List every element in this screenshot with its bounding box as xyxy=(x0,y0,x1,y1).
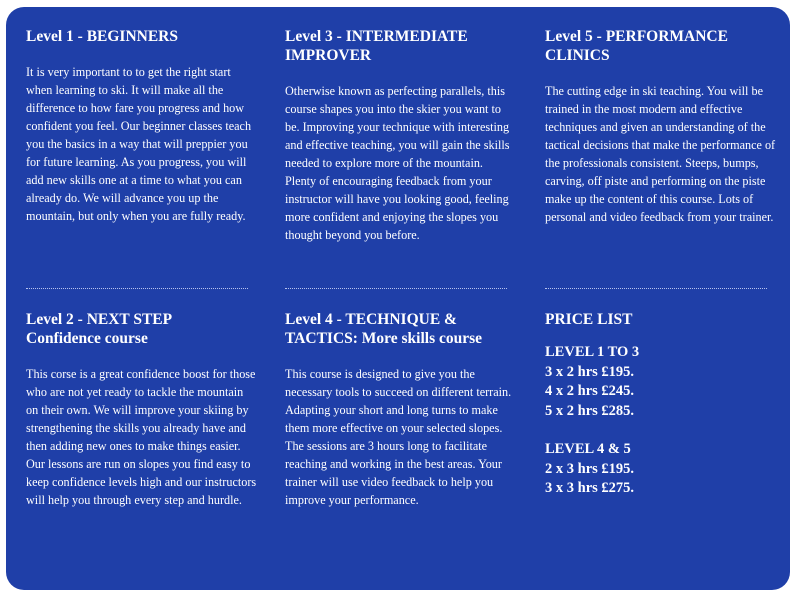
price-item: 2 x 3 hrs £195. xyxy=(545,460,635,477)
price-item: 4 x 2 hrs £245. xyxy=(545,383,635,399)
divider-col1 xyxy=(26,288,248,289)
level5-title-line2: CLINICS xyxy=(545,47,610,64)
level1-title: Level 1 - BEGINNERS xyxy=(26,28,178,45)
price-group-level1-3 xyxy=(545,343,777,421)
level2-title-line1: Level 2 - NEXT STEP xyxy=(26,311,173,328)
level4-description: This course is designed to give you the necessary tools to succeed on different terrain. Adapting your short and long turns to make them more effective on your selected slopes. The sessions are 3 hours long to facilitate reaching and working in the best areas. Your trainer will use video feedback to help you improve your performance. xyxy=(285,367,512,507)
price-list-title: PRICE LIST xyxy=(545,311,633,328)
level3-title-line2: IMPROVER xyxy=(285,47,372,64)
level2-section xyxy=(26,310,258,509)
price-group-heading: LEVEL 1 TO 3 xyxy=(545,344,640,360)
level5-section xyxy=(545,27,777,226)
price-group-level4-5 xyxy=(545,440,777,499)
level4-title-line1: Level 4 - TECHNIQUE & xyxy=(285,311,457,328)
price-item: 3 x 2 hrs £195. xyxy=(545,363,635,380)
level3-title-line1: Level 3 - INTERMEDIATE xyxy=(285,28,468,45)
level1-section xyxy=(26,27,258,225)
level4-section xyxy=(285,310,517,509)
level3-section xyxy=(285,27,517,244)
price-list-section xyxy=(545,310,777,499)
level5-description: The cutting edge in ski teaching. You will be trained in the most modern and effective techniques and given an understanding of the tactical decisions that make the performance of the professionals consistent. Steeps, bumps, carving, off piste and performing on the piste make up the content of this course. Lots of personal and video feedback from your trainer. xyxy=(545,84,776,224)
level2-title xyxy=(26,310,258,348)
ski-course-panel xyxy=(6,7,790,590)
level5-title xyxy=(545,27,777,65)
level3-description: Otherwise known as perfecting parallels, this course shapes you into the skier you want to be. Improving your technique with interesting and effective teaching, you will gain the skills needed to explore more of the mountain. Plenty of encouraging feedback from your instructor will have you looking good, feeling more confident and enjoying the slopes you thought beyond you before. xyxy=(285,84,510,242)
price-group-heading: LEVEL 4 & 5 xyxy=(545,441,631,457)
level2-description: This corse is a great confidence boost for those who are not yet ready to tackle the mountain on their own. We will improve your skiing by strengthening the skills you already have and then adding new ones to make things easier. Our lessons are run on slopes you find easy to keep confidence levels high and our instructors will help you through every step and hurdle. xyxy=(26,367,257,507)
level3-title xyxy=(285,27,517,65)
price-item: 5 x 2 hrs £285. xyxy=(545,402,635,419)
divider-col3 xyxy=(545,288,767,289)
level5-title-line1: Level 5 - PERFORMANCE xyxy=(545,28,728,45)
level1-description: It is very important to to get the right start when learning to ski. It will make all the difference to how fare you progress and how confident you feel. Our beginner classes teach you the basics in a way that will preppier you for future learning. As you progress, you will add new skills one at a time to what you can already do. We will advance you up the mountain, but only when you are fully ready. xyxy=(26,65,252,223)
level4-title-line2: TACTICS: More skills course xyxy=(285,330,483,347)
price-item: 3 x 3 hrs £275. xyxy=(545,480,635,496)
level2-title-line2: Confidence course xyxy=(26,330,148,347)
level4-title xyxy=(285,310,517,348)
divider-col2 xyxy=(285,288,507,289)
